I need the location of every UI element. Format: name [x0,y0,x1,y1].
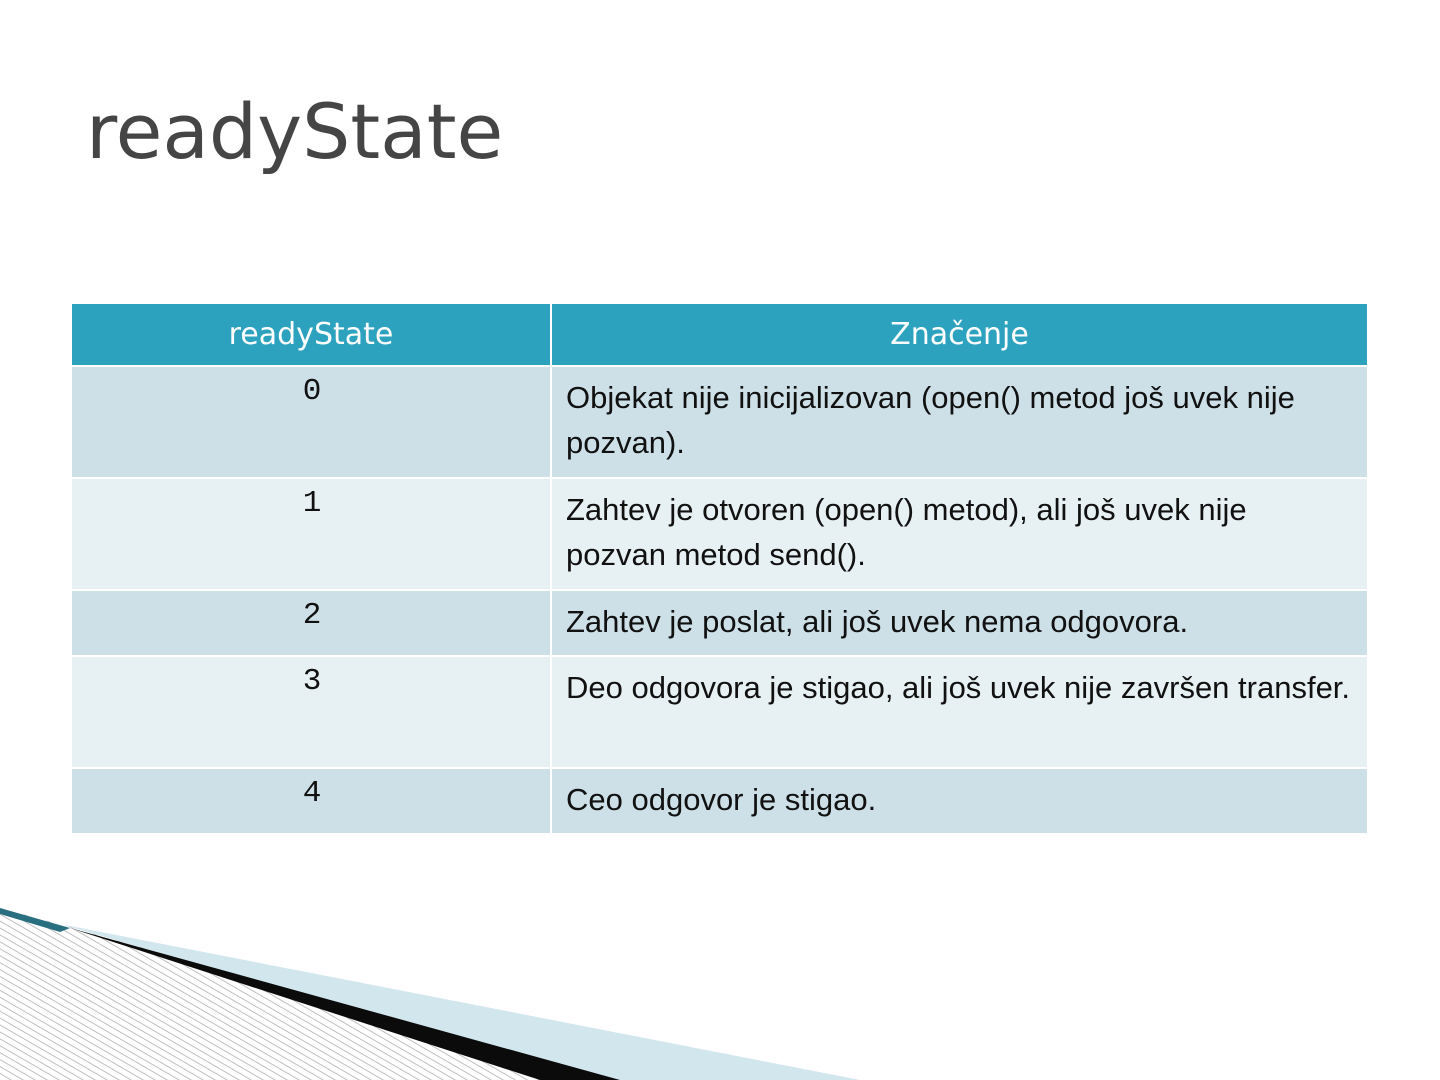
state-meaning: Zahtev je poslat, ali još uvek nema odgovora. [551,590,1367,656]
state-meaning: Objekat nije inicijalizovan (open() metod još uvek nije pozvan). [551,366,1367,478]
corner-decoration [0,880,1440,1080]
table-row [72,366,1367,478]
state-meaning: Ceo odgovor je stigao. [551,768,1367,833]
state-value: 4 [72,768,551,833]
header-ready-state: readyState [72,304,551,366]
state-meaning: Zahtev je otvoren (open() metod), ali još uvek nije pozvan metod send(). [551,478,1367,590]
table-header-row [72,304,1367,366]
state-value: 3 [72,656,551,768]
state-meaning: Deo odgovora je stigao, ali još uvek nije završen transfer. [551,656,1367,768]
state-value: 1 [72,478,551,590]
table-row [72,656,1367,768]
state-value: 0 [72,366,551,478]
ready-state-table [72,304,1367,833]
header-meaning: Značenje [551,304,1367,366]
table-row [72,590,1367,656]
slide-title: readyState [86,87,504,176]
state-value: 2 [72,590,551,656]
table-row [72,768,1367,833]
table-row [72,478,1367,590]
